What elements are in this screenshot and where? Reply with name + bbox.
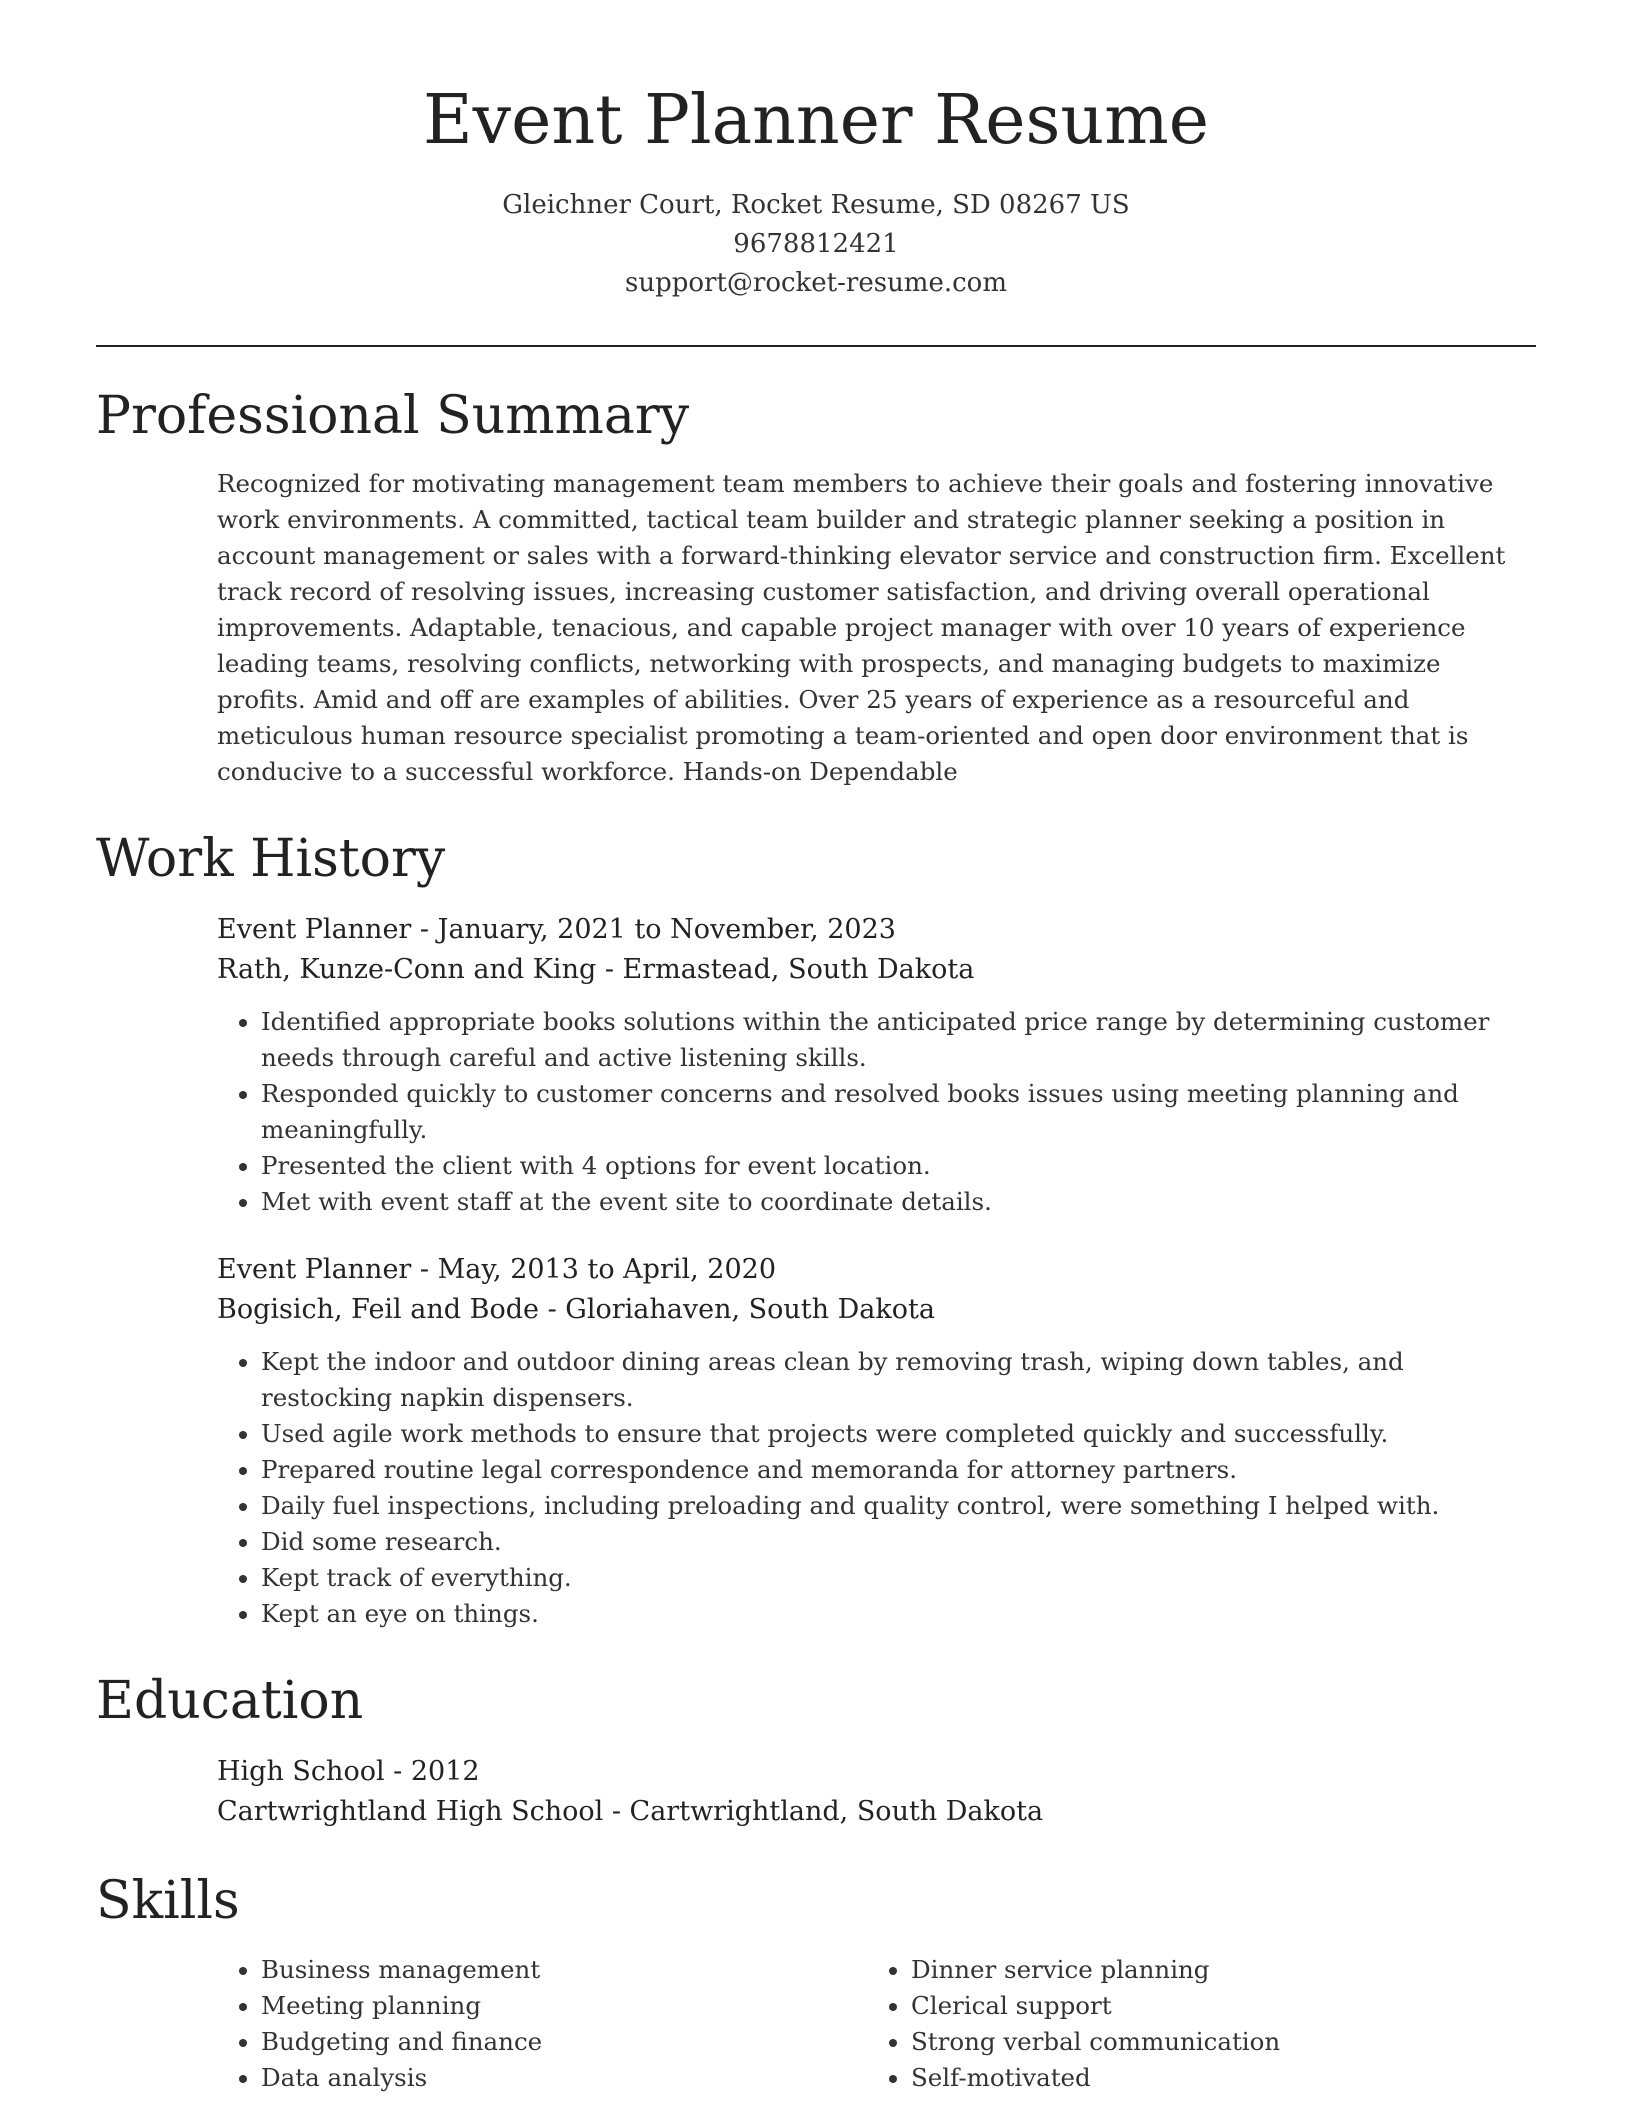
- contact-email: support@rocket-resume.com: [624, 267, 1007, 298]
- header-divider: [96, 345, 1536, 347]
- job-bullet: • Daily fuel inspections, including preloading and quality control, were something I helped with.: [261, 1488, 1536, 1524]
- job-bullet: • Prepared routine legal correspondence and memoranda for attorney partners.: [261, 1452, 1536, 1488]
- skills-grid: [217, 1952, 1536, 2096]
- job-bullet: • Used agile work methods to ensure that projects were completed quickly and successfully.: [261, 1416, 1536, 1452]
- skill-item: • Meeting planning: [261, 1988, 867, 2024]
- resume-header: [96, 80, 1536, 303]
- job-bullets: [217, 1004, 1536, 1220]
- job-bullet: • Responded quickly to customer concerns and resolved books issues using meeting planning and meaningfully.: [261, 1076, 1536, 1148]
- job-company-location: Rath, Kunze-Conn and King - Ermastead, South Dakota: [217, 954, 975, 986]
- education-school-location: Cartwrightland High School - Cartwrightland, South Dakota: [217, 1795, 1044, 1827]
- contact-address: Gleichner Court, Rocket Resume, SD 08267 US: [502, 189, 1130, 220]
- skill-item: • Budgeting and finance: [261, 2024, 867, 2060]
- skills-column-left: [217, 1952, 867, 2096]
- section-title-education: Education: [96, 1671, 364, 1732]
- job-entry: [217, 1250, 1536, 1632]
- skill-item: • Strong verbal communication: [911, 2024, 1517, 2060]
- resume-title: Event Planner Resume: [423, 81, 1209, 160]
- job-entry: [217, 910, 1536, 1220]
- skill-item: • Clerical support: [911, 1988, 1517, 2024]
- section-title-work: Work History: [96, 829, 446, 890]
- section-title-skills: Skills: [96, 1870, 240, 1931]
- section-education: [96, 1672, 1536, 1832]
- job-bullet: • Kept track of everything.: [261, 1560, 1536, 1596]
- section-skills: [96, 1872, 1536, 2096]
- work-body: [217, 910, 1536, 1632]
- skill-item: • Business management: [261, 1952, 867, 1988]
- job-bullet: • Presented the client with 4 options for event location.: [261, 1148, 1536, 1184]
- job-role-dates: Event Planner - January, 2021 to November, 2023: [217, 914, 896, 946]
- job-role-dates: Event Planner - May, 2013 to April, 2020: [217, 1254, 777, 1286]
- education-body: [217, 1752, 1536, 1832]
- section-professional-summary: [96, 387, 1536, 791]
- section-title-summary: Professional Summary: [96, 385, 690, 446]
- section-work-history: [96, 830, 1536, 1632]
- summary-text: Recognized for motivating management team members to achieve their goals and fostering innovative work environments. A committed, tactical team builder and strategic planner seeking a position in account management or sales with a forward-thinking elevator service and construction firm. Excellent track record of resolving issues, increasing customer satisfaction, and driving overall operational improvements. Adaptable, tenacious, and capable project manager with over 10 years of experience leading teams, resolving conflicts, networking with prospects, and managing budgets to maximize profits. Amid and off are examples of abilities. Over 25 years of experience as a resourceful and meticulous human resource specialist promoting a team-oriented and open door environment that is conducive to a successful workforce. Hands-on Dependable: [217, 469, 1506, 787]
- contact-block: [96, 186, 1536, 303]
- skill-item: • Data analysis: [261, 2060, 867, 2096]
- skills-column-right: [867, 1952, 1517, 2096]
- skill-item: • Dinner service planning: [911, 1952, 1517, 1988]
- education-degree-year: High School - 2012: [217, 1755, 480, 1787]
- job-bullet: • Did some research.: [261, 1524, 1536, 1560]
- job-bullet: • Identified appropriate books solutions within the anticipated price range by determining customer needs through careful and active listening skills.: [261, 1004, 1536, 1076]
- contact-phone: 9678812421: [733, 228, 899, 259]
- job-bullets: [217, 1344, 1536, 1632]
- job-bullet: • Met with event staff at the event site to coordinate details.: [261, 1184, 1536, 1220]
- job-bullet: • Kept an eye on things.: [261, 1596, 1536, 1632]
- job-bullet: • Kept the indoor and outdoor dining areas clean by removing trash, wiping down tables, and restocking napkin dispensers.: [261, 1344, 1536, 1416]
- job-company-location: Bogisich, Feil and Bode - Gloriahaven, South Dakota: [217, 1294, 935, 1326]
- skill-item: • Self-motivated: [911, 2060, 1517, 2096]
- summary-body: [217, 466, 1536, 790]
